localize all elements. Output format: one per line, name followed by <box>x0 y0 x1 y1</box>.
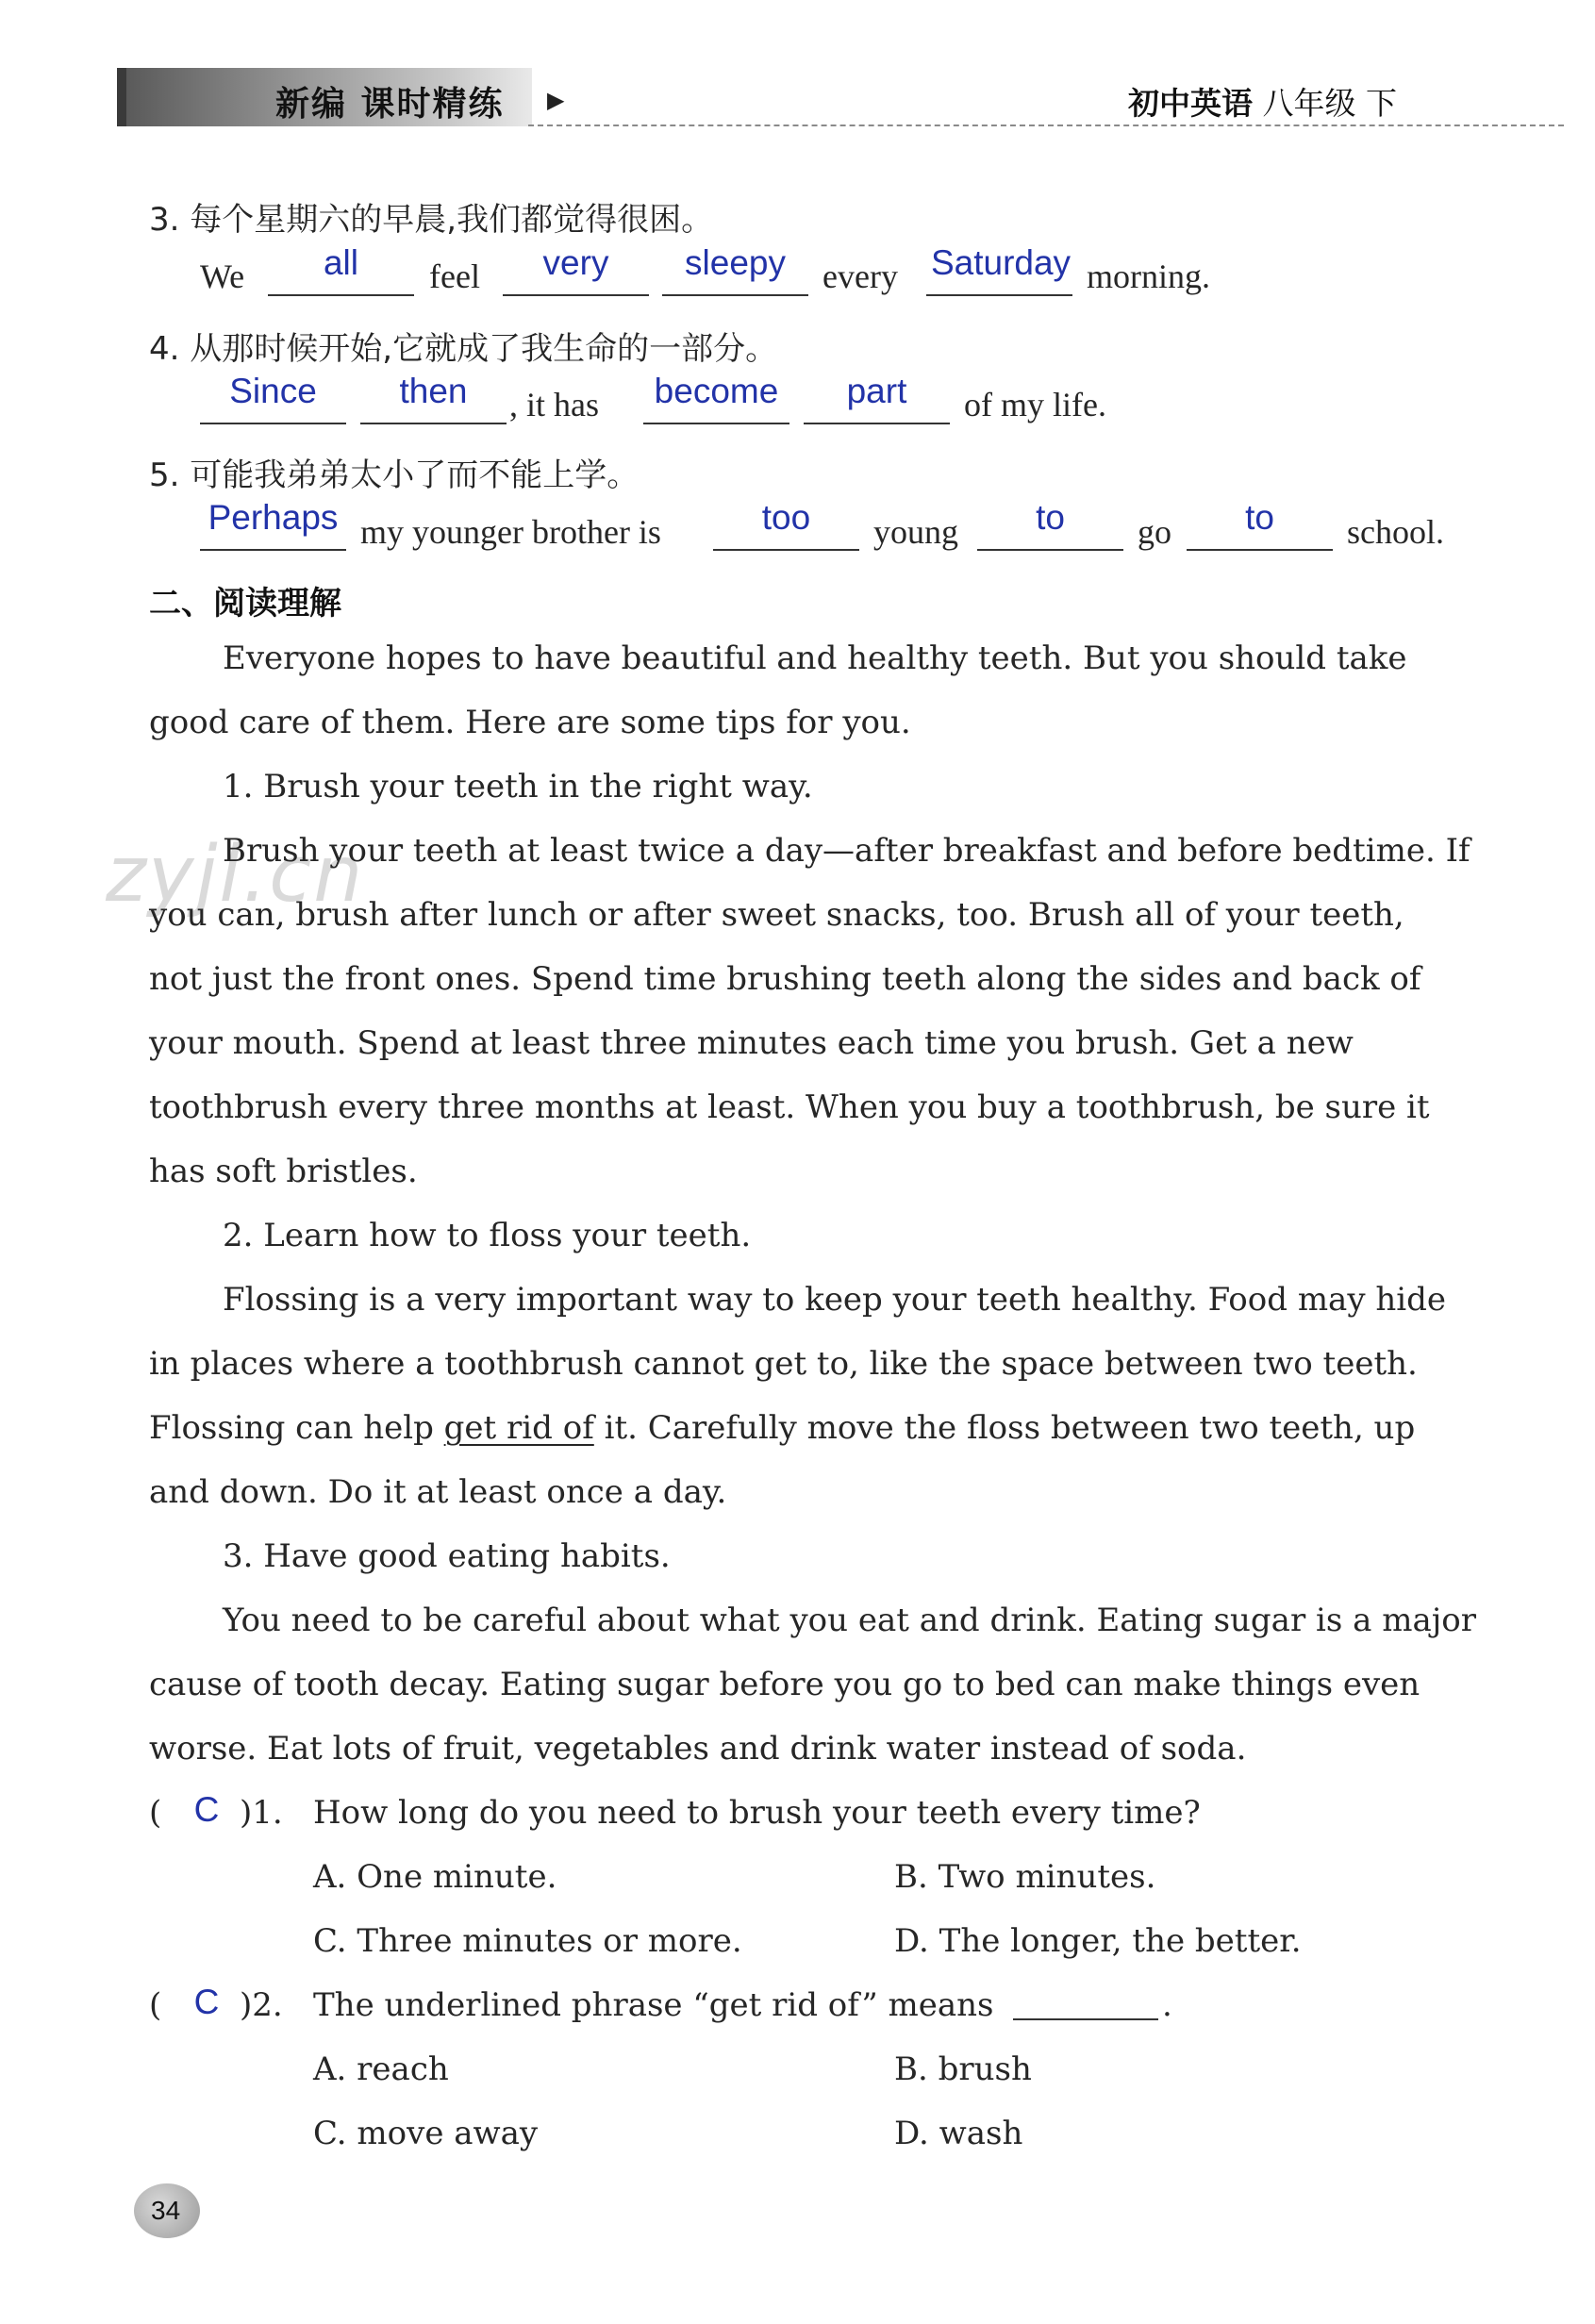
q3-answer-3: sleepy <box>685 243 786 282</box>
q3-every: every <box>822 257 898 295</box>
grade: 八年级 <box>1262 85 1356 122</box>
tip3-line-3: worse. Eat lots of fruit, vegetables and drink water instead of soda. <box>149 1730 1247 1768</box>
q2-stem-end: . <box>1162 1986 1172 2024</box>
tip2-line-1: Flossing is a very important way to keep your teeth healthy. Food may hide <box>223 1281 1446 1319</box>
tip1-line-2: you can, brush after lunch or after sweet snacks, too. Brush all of your teeth, <box>149 896 1404 934</box>
q5-blank-3[interactable] <box>977 549 1123 551</box>
q4-answer-4: part <box>846 372 907 410</box>
q2-open-paren: ( <box>149 1986 162 2024</box>
q2-option-b[interactable]: B. brush <box>894 2050 1032 2088</box>
header-divider <box>528 124 1564 126</box>
q1-option-c[interactable]: C. Three minutes or more. <box>313 1922 742 1960</box>
subject-label <box>1128 79 1397 124</box>
section-title: 二、阅读理解 <box>149 585 341 622</box>
q3-answer-2: very <box>542 243 609 282</box>
q1-number: )1. <box>240 1794 283 1832</box>
q1-option-a[interactable]: A. One minute. <box>313 1858 557 1896</box>
header-arrow-icon: ▶ <box>547 87 565 113</box>
q4-blank-2[interactable] <box>360 423 507 424</box>
tip2-title: 2. Learn how to floss your teeth. <box>223 1217 752 1254</box>
watermark: zyjl.cn <box>106 830 365 920</box>
tip2-line-2: in places where a toothbrush cannot get to, like the space between two teeth. <box>149 1345 1418 1383</box>
q4-prompt: 4. 从那时候开始,它就成了我生命的一部分。 <box>149 330 778 368</box>
q1-open-paren: ( <box>149 1794 162 1832</box>
tip3-line-1: You need to be careful about what you eat and drink. Eating sugar is a major <box>223 1602 1476 1639</box>
series-title: 新编 课时精练 <box>275 85 505 124</box>
q4-blank-1[interactable] <box>200 423 346 424</box>
q4-blank-3[interactable] <box>643 423 789 424</box>
tip1-line-4: your mouth. Spend at least three minutes each time you brush. Get a new <box>149 1024 1354 1062</box>
q5-young: young <box>873 513 958 551</box>
underlined-phrase: get rid of <box>443 1409 594 1447</box>
q2-stem: The underlined phrase “get rid of” means <box>313 1986 994 2024</box>
q2-blank[interactable] <box>1013 2018 1158 2020</box>
volume: 下 <box>1366 85 1397 122</box>
tip2-line-4: and down. Do it at least once a day. <box>149 1473 727 1511</box>
q5-blank-4[interactable] <box>1187 549 1333 551</box>
q5-brother-is: my younger brother is <box>360 513 661 551</box>
q2-option-d[interactable]: D. wash <box>894 2115 1023 2152</box>
q3-answer-4: Saturday <box>930 243 1072 282</box>
passage-intro-line-2: good care of them. Here are some tips for you. <box>149 704 911 741</box>
q5-blank-2[interactable] <box>713 549 859 551</box>
q5-answer-1: Perhaps <box>208 498 339 537</box>
q3-answer-1: all <box>323 243 359 282</box>
q2-answer: C <box>193 1983 220 2021</box>
q5-answer-2: too <box>761 498 811 537</box>
q2-number: )2. <box>240 1986 283 2024</box>
q3-feel: feel <box>429 257 480 295</box>
q5-answer-4: to <box>1245 498 1274 537</box>
q3-blank-2[interactable] <box>503 294 649 296</box>
q3-blank-1[interactable] <box>268 294 414 296</box>
q3-morning: morning. <box>1087 257 1210 295</box>
q4-answer-2: then <box>399 372 468 410</box>
q3-we: We <box>200 257 245 295</box>
q3-blank-3[interactable] <box>662 294 808 296</box>
tip1-line-5: toothbrush every three months at least. When you buy a toothbrush, be sure it <box>149 1088 1430 1126</box>
q3-blank-4[interactable] <box>926 294 1072 296</box>
q2-option-c[interactable]: C. move away <box>313 2115 539 2152</box>
q4-it-has: , it has <box>509 386 599 423</box>
tip1-line-1: Brush your teeth at least twice a day—after breakfast and before bedtime. If <box>223 832 1470 870</box>
q1-stem: How long do you need to brush your teeth every time? <box>313 1794 1201 1832</box>
q4-answer-1: Since <box>229 372 317 410</box>
q2-option-a[interactable]: A. reach <box>313 2050 449 2088</box>
tip1-line-6: has soft bristles. <box>149 1153 418 1190</box>
q5-prompt: 5. 可能我弟弟太小了而不能上学。 <box>149 456 640 494</box>
tip2-line-3: Flossing can help get rid of it. Carefully move the floss between two teeth, up <box>149 1409 1416 1447</box>
q1-option-d[interactable]: D. The longer, the better. <box>894 1922 1302 1960</box>
tip1-title: 1. Brush your teeth in the right way. <box>223 768 813 805</box>
tip1-line-3: not just the front ones. Spend time brushing teeth along the sides and back of <box>149 960 1421 998</box>
q5-answer-3: to <box>1036 498 1065 537</box>
q3-prompt: 3. 每个星期六的早晨,我们都觉得很困。 <box>149 201 714 239</box>
q5-blank-1[interactable] <box>200 549 346 551</box>
q5-go: go <box>1138 513 1171 551</box>
tip3-line-2: cause of tooth decay. Eating sugar before you go to bed can make things even <box>149 1666 1421 1703</box>
tip3-title: 3. Have good eating habits. <box>223 1537 671 1575</box>
passage-intro-line-1: Everyone hopes to have beautiful and healthy teeth. But you should take <box>223 639 1407 677</box>
q4-of-my-life: of my life. <box>964 386 1106 423</box>
q1-option-b[interactable]: B. Two minutes. <box>894 1858 1156 1896</box>
subject: 初中英语 <box>1128 85 1253 122</box>
q1-answer: C <box>193 1790 220 1829</box>
q5-school: school. <box>1347 513 1444 551</box>
q4-answer-3: become <box>654 372 779 410</box>
q4-blank-4[interactable] <box>804 423 950 424</box>
page-number: 34 <box>151 2196 181 2225</box>
